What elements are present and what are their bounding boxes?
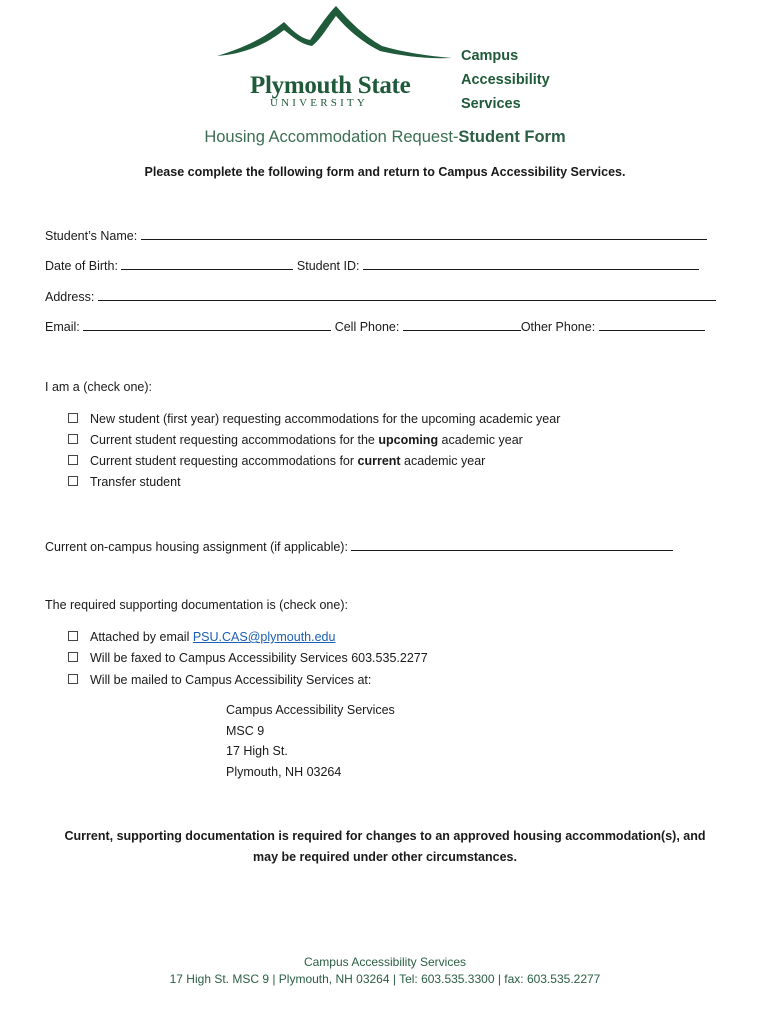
notice-line-1: Current, supporting documentation is required for changes to an approved housing accommodation(s), and <box>64 829 706 843</box>
other-phone-field[interactable] <box>599 318 705 331</box>
housing-row <box>45 538 673 554</box>
student-name-field[interactable] <box>141 227 707 240</box>
checkbox[interactable] <box>68 652 78 662</box>
email-field[interactable] <box>83 318 331 331</box>
documentation-prompt: The required supporting documentation is (check one): <box>45 598 348 612</box>
department-line-3: Services <box>461 96 521 112</box>
option-label-bold: current <box>357 454 401 468</box>
other-phone-label: Other Phone: <box>520 320 596 334</box>
status-option-transfer <box>68 475 181 489</box>
department-line-1: Campus <box>461 48 519 64</box>
option-label: Transfer student <box>90 475 181 489</box>
address-row <box>45 288 716 304</box>
checkbox[interactable] <box>68 413 78 423</box>
student-name-label: Student’s Name: <box>45 229 138 243</box>
option-label: Attached by email <box>90 630 193 644</box>
university-name: Plymouth State <box>250 72 411 99</box>
option-label-end: academic year <box>438 433 523 447</box>
doc-option-mail <box>68 673 371 687</box>
mountain-logo-icon <box>212 4 462 76</box>
doc-option-email <box>68 630 335 644</box>
housing-label: Current on-campus housing assignment (if applicable): <box>45 540 348 554</box>
address-label: Address: <box>45 290 95 304</box>
department-line-2: Accessibility <box>461 72 550 88</box>
mailing-address-line-4: Plymouth, NH 03264 <box>226 765 342 779</box>
doc-option-fax <box>68 651 428 665</box>
documentation-notice <box>40 826 730 868</box>
university-subtitle: UNIVERSITY <box>270 97 368 109</box>
mailing-address-line-3: 17 High St. <box>226 744 288 758</box>
dob-field[interactable] <box>121 257 293 270</box>
option-label: Current student requesting accommodations for the <box>90 433 379 447</box>
footer-department: Campus Accessibility Services <box>303 955 467 969</box>
footer-contact: 17 High St. MSC 9 | Plymouth, NH 03264 | Tel: 603.535.3300 | fax: 603.535.2277 <box>169 972 601 986</box>
form-instructions: Please complete the following form and return to Campus Accessibility Services. <box>144 165 626 179</box>
contact-row <box>45 318 705 334</box>
cell-phone-field[interactable] <box>403 318 521 331</box>
checkbox[interactable] <box>68 674 78 684</box>
student-id-field[interactable] <box>363 257 699 270</box>
email-link[interactable]: PSU.CAS@plymouth.edu <box>192 630 336 644</box>
checkbox[interactable] <box>68 455 78 465</box>
option-label: Current student requesting accommodations for <box>90 454 358 468</box>
dob-id-row <box>45 257 699 273</box>
notice-line-2: may be required under other circumstances. <box>253 850 517 864</box>
email-label: Email: <box>45 320 80 334</box>
option-label: New student (first year) requesting accommodations for the upcoming academic year <box>90 412 561 426</box>
status-option-current-current <box>68 454 485 468</box>
housing-field[interactable] <box>351 538 673 551</box>
student-id-label: Student ID: <box>296 259 360 273</box>
address-field[interactable] <box>98 288 716 301</box>
cell-phone-label: Cell Phone: <box>334 320 400 334</box>
status-option-new-student <box>68 412 560 426</box>
form-title-prefix: Housing Accommodation Request- <box>204 128 459 146</box>
mailing-address-line-2: MSC 9 <box>226 724 265 738</box>
checkbox[interactable] <box>68 434 78 444</box>
student-name-row <box>45 227 707 243</box>
option-label-bold: upcoming <box>378 433 439 447</box>
option-label-end: academic year <box>400 454 486 468</box>
mailing-address-line-1: Campus Accessibility Services <box>226 703 395 717</box>
form-title <box>0 128 770 147</box>
form-title-bold: Student Form <box>458 128 566 146</box>
checkbox[interactable] <box>68 631 78 641</box>
option-label: Will be mailed to Campus Accessibility Services at: <box>90 673 372 687</box>
checkbox[interactable] <box>68 476 78 486</box>
status-option-current-upcoming <box>68 433 523 447</box>
status-prompt: I am a (check one): <box>45 380 152 394</box>
dob-label: Date of Birth: <box>45 259 118 273</box>
option-label: Will be faxed to Campus Accessibility Services 603.535.2277 <box>90 651 428 665</box>
